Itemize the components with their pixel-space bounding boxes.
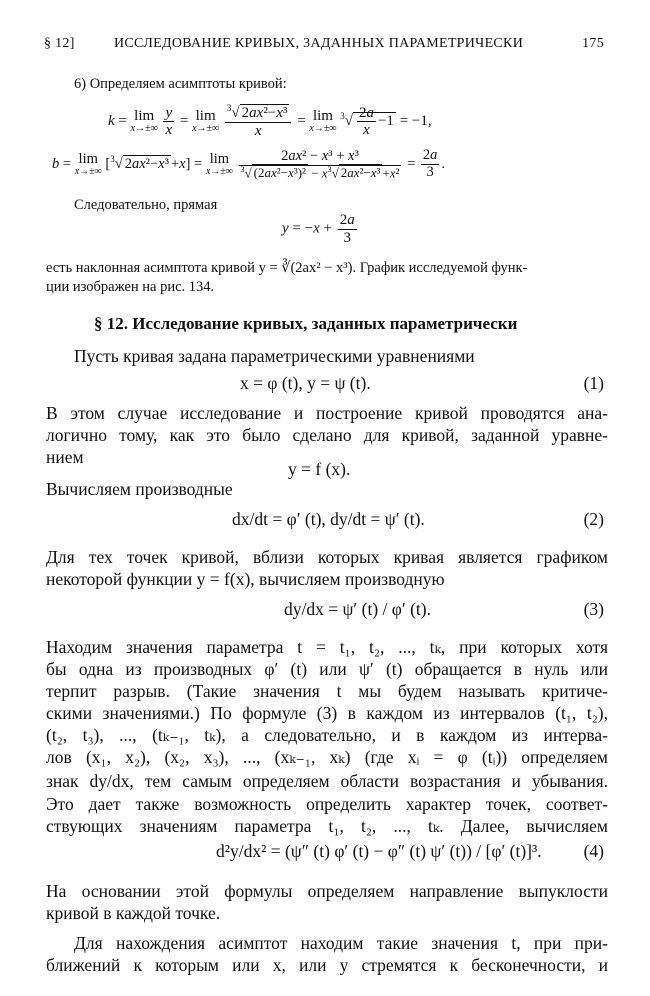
body-p2-line-1: В этом случае исследование и построение кривой проводятся ана-	[46, 403, 608, 423]
body-p4-line-1: Для тех точек кривой, вблизи которых кривая является графиком	[46, 547, 608, 567]
body-p5-line-6: лов (x₁, x₂), (x₂, x₃), ..., (xₖ₋₁, xₖ) (где xᵢ = φ (tᵢ)) определяем	[46, 747, 608, 767]
body-p2-line-2: логично тому, как это было сделано для кривой, заданной уравне-	[46, 425, 608, 445]
equation-1-number: (1)	[583, 373, 604, 393]
body-p7-line-1: На основании этой формулы определяем направление выпуклости	[46, 881, 608, 901]
header-title: ИССЛЕДОВАНИЕ КРИВЫХ, ЗАДАННЫХ ПАРАМЕТРИЧЕСКИ	[114, 36, 524, 51]
body-p6-line-2: ствующих значениям параметра t₁, t₂, ..., tₖ. Далее, вычисляем	[46, 816, 608, 836]
body-p7-line-2: кривой в каждой точке.	[46, 903, 221, 923]
conclusion-line-1: есть наклонная асимптота кривой y = ∛(2ax² − x³). График исследуемой функ-	[46, 260, 528, 276]
section-heading: § 12. Исследование кривых, заданных параметрически	[94, 314, 518, 333]
body-p1: Пусть кривая задана параметрическими уравнениями	[74, 346, 475, 366]
body-p8-line-1: Для нахождения асимптот находим такие значения t, при при-	[74, 933, 608, 953]
equation-3-number: (3)	[583, 599, 604, 619]
item-6: 6) Определяем асимптоты кривой:	[74, 76, 287, 92]
body-p5-line-5: (t₂, t₃), ..., (tₖ₋₁, tₖ), а следовательно, и в каждом из интерва-	[46, 725, 608, 745]
equation-1: x = φ (t), y = ψ (t).	[240, 373, 371, 393]
equation-y-fx: y = f (x).	[288, 459, 351, 479]
body-p8-line-2: ближений к которым или x, или y стремятся к бесконечности, и	[46, 955, 608, 975]
page-number: 175	[582, 36, 604, 51]
equation-4: d²y/dx² = (ψ″ (t) φ′ (t) − φ″ (t) ψ′ (t)) / [φ′ (t)]³.	[216, 841, 542, 861]
equation-2-number: (2)	[583, 509, 604, 529]
therefore-text: Следовательно, прямая	[74, 197, 218, 213]
body-p5-line-3: терпит разрыв. (Такие значения t мы будем называть критиче-	[46, 681, 608, 701]
conclusion-line-2: ции изображен на рис. 134.	[46, 279, 215, 295]
equation-4-number: (4)	[583, 841, 604, 861]
k-formula: k = lim x→±∞ $\frac{y}{x}$ = lim x→±∞ $\frac{^3√ 2ax^2-x^3}{x}$ = lim x→±∞ $^3$√ $\frac{2a}{x}$ −1 = −1,	[108, 103, 432, 139]
body-p2-line-3: нием	[46, 447, 84, 467]
body-p6-line-1: Это дает также возможность определить характер точек, соответ-	[46, 794, 608, 814]
body-p5-line-2: бы одна из производных φ′ (t) или ψ′ (t) обращается в нуль или	[46, 659, 608, 679]
b-formula: b = lim x→±∞ [$^3$√ 2ax²−x³ +x] = lim x→±∞ $\frac{\text{2ax² − x³ + x³}}{^3√ (2ax^2-x^3)^2 - x^3√ 2ax^2-x^3 +x^2}$ = $\frac{2a}{3}$ .	[52, 147, 445, 180]
equation-3: dy/dx = ψ′ (t) / φ′ (t).	[284, 599, 431, 619]
body-p3: Вычисляем производные	[46, 479, 233, 499]
body-p5-line-4: скими значениями.) По формуле (3) в каждом из интервалов (t₁, t₂),	[46, 703, 608, 723]
body-p5-line-1: Находим значения параметра t = t₁, t₂, ..., tₖ, при которых хотя	[46, 637, 608, 657]
header-section: § 12]	[44, 36, 75, 51]
equation-2: dx/dt = φ′ (t), dy/dt = ψ′ (t).	[232, 509, 425, 529]
body-p5-line-7: знак dy/dx, тем самым определяем области возрастания и убывания.	[46, 771, 608, 791]
body-p4-line-2: некоторой функции y = f(x), вычисляем производную	[46, 569, 445, 589]
asymptote-equation: y = −x + $\frac{2a}{3}$	[282, 212, 355, 246]
